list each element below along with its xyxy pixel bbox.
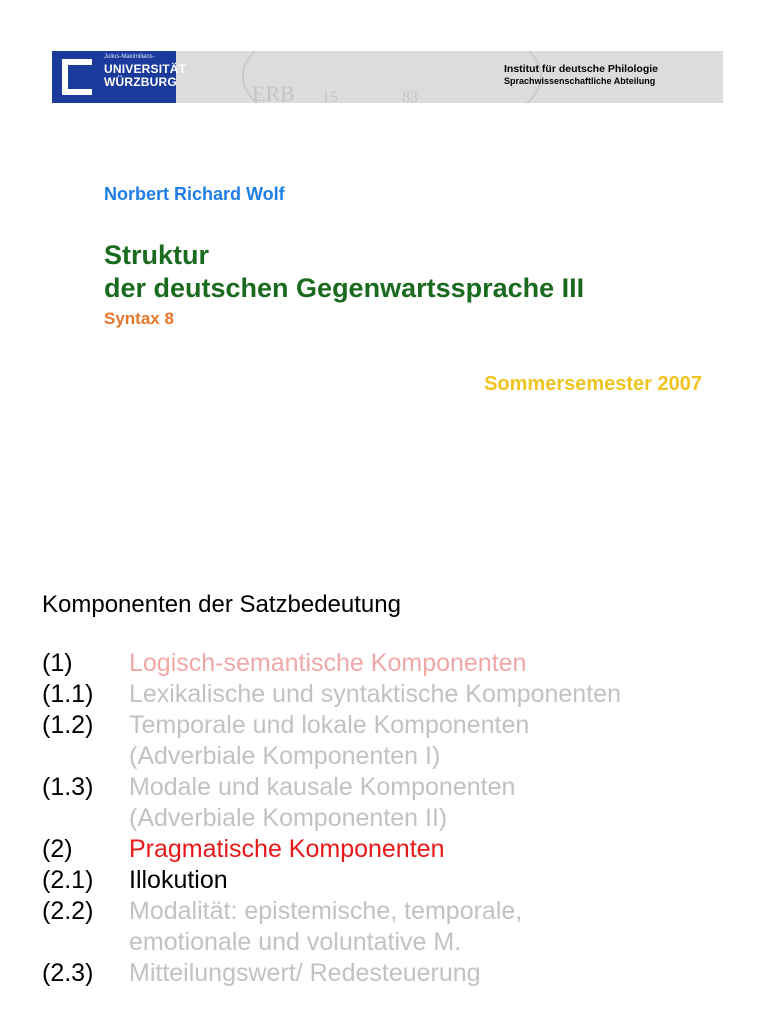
outline-text: (Adverbiale Komponenten II) <box>129 804 448 832</box>
title-line-1: Struktur <box>104 240 210 270</box>
logo-mark-icon <box>62 59 92 95</box>
outline-number: (1.1) <box>42 680 94 708</box>
outline-number: (1) <box>42 649 73 677</box>
university-logo <box>52 51 187 103</box>
outline-text: Illokution <box>129 866 228 894</box>
outline-text: Modalität: epistemische, temporale, <box>129 897 523 925</box>
outline-number: (1.2) <box>42 711 94 739</box>
logo-line2: WÜRZBURG <box>104 75 177 89</box>
outline-text: emotionale und voluntative M. <box>129 928 462 956</box>
seal-text-2: 15 <box>322 89 338 103</box>
outline-number: (1.3) <box>42 773 94 801</box>
outline-text: Lexikalische und syntaktische Komponenten <box>129 680 621 708</box>
outline-text: (Adverbiale Komponenten I) <box>129 742 441 770</box>
semester-label: Sommersemester 2007 <box>484 373 702 395</box>
outline-number: (2.2) <box>42 897 94 925</box>
seal-text-1: ERB <box>252 81 295 103</box>
logo-name <box>104 63 186 89</box>
author-name: Norbert Richard Wolf <box>104 184 285 204</box>
subtitle: Syntax 8 <box>104 309 174 328</box>
section-heading: Komponenten der Satzbedeutung <box>42 591 401 618</box>
header-bar <box>52 51 723 103</box>
logo-line-small: Julius-Maximilians- <box>104 54 155 60</box>
outline-number: (2) <box>42 835 73 863</box>
title-line-2: der deutschen Gegenwartssprache III <box>104 273 585 303</box>
outline-number: (2.3) <box>42 959 94 987</box>
outline-number: (2.1) <box>42 866 94 894</box>
outline-text: Modale und kausale Komponenten <box>129 773 516 801</box>
outline-text: Mitteilungswert/ Redesteuerung <box>129 959 481 987</box>
page-title <box>104 239 584 305</box>
institute-block <box>504 63 658 87</box>
outline-text: Pragmatische Komponenten <box>129 835 445 863</box>
seal-text-3: 83 <box>402 89 418 103</box>
outline-text: Temporale und lokale Komponenten <box>129 711 530 739</box>
institute-name: Institut für deutsche Philologie <box>504 63 659 75</box>
logo-line1: UNIVERSITÄT <box>104 62 187 76</box>
department-name: Sprachwissenschaftliche Abteilung <box>504 76 656 86</box>
outline-text: Logisch-semantische Komponenten <box>129 649 527 677</box>
